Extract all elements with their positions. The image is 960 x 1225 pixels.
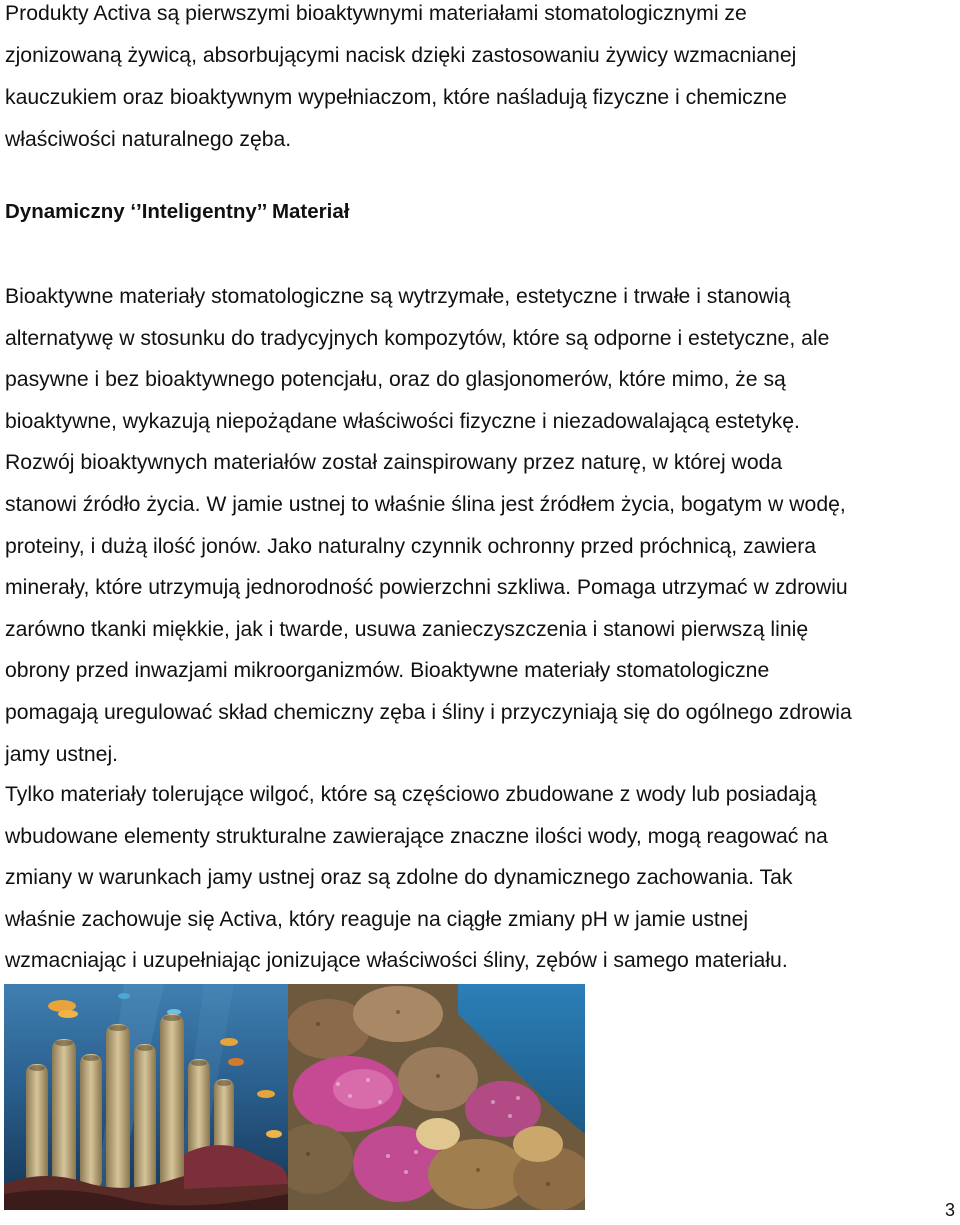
text-line: zmiany w warunkach jamy ustnej oraz są zdolne do dynamicznego zachowania. Tak: [5, 866, 793, 890]
text-line: zarówno tkanki miękkie, jak i twarde, usuwa zanieczyszczenia i stanowi pierwszą linię: [5, 617, 809, 641]
text-line: Bioaktywne materiały stomatologiczne są wytrzymałe, estetyczne i trwałe i stanowią: [5, 285, 791, 308]
sponge-reef-photo: [4, 984, 288, 1210]
intro-paragraph: [5, 0, 796, 161]
text-line: właśnie zachowuje się Activa, który reaguje na ciągłe zmiany pH w jamie ustnej: [5, 907, 749, 931]
body-paragraph-bioactive: [5, 276, 852, 775]
text-line: Rozwój bioaktywnych materiałów został zainspirowany przez naturę, w której woda: [5, 451, 783, 475]
text-line: stanowi źródło życia. W jamie ustnej to właśnie ślina jest źródłem życia, bogatym w wodę,: [5, 492, 846, 516]
text-line: jamy ustnej.: [5, 742, 119, 766]
text-line: wzmacniając i uzupełniając jonizujące właściwości śliny, zębów i samego materiału.: [5, 949, 788, 973]
text-line: zjonizowaną żywicą, absorbującymi nacisk dzięki zastosowaniu żywicy wzmacnianej: [5, 44, 797, 67]
section-heading: Dynamiczny ‘’Inteligentny’’ Materiał: [5, 200, 350, 223]
text-line: minerały, które utrzymują jednorodność powierzchni szkliwa. Pomaga utrzymać w zdrowiu: [5, 576, 848, 600]
text-line: bioaktywne, wykazują niepożądane właściwości fizyczne i niezadowalającą estetykę.: [5, 409, 800, 433]
coral-reef-photo: [288, 984, 585, 1210]
text-line: obrony przed inwazjami mikroorganizmów. Bioaktywne materiały stomatologiczne: [5, 659, 770, 683]
body-paragraph-moisture: [5, 774, 828, 982]
text-line: alternatywę w stosunku do tradycyjnych kompozytów, które są odporne i estetyczne, ale: [5, 326, 830, 350]
text-line: Tylko materiały tolerujące wilgoć, które są częściowo zbudowane z wody lub posiadają: [5, 783, 817, 806]
text-line: wbudowane elementy strukturalne zawierające znaczne ilości wody, mogą reagować na: [5, 824, 828, 848]
page-number: 3: [944, 1200, 955, 1220]
text-line: pasywne i bez bioaktywnego potencjału, oraz do glasjonomerów, które mimo, że są: [5, 368, 786, 392]
text-line: kauczukiem oraz bioaktywnym wypełniaczom, które naśladują fizyczne i chemiczne: [5, 86, 787, 109]
text-line: pomagają uregulować skład chemiczny zęba i śliny i przyczyniają się do ogólnego zdrowia: [5, 700, 852, 724]
text-line: proteiny, i dużą ilość jonów. Jako naturalny czynnik ochronny przed próchnicą, zawiera: [5, 534, 817, 558]
text-line: Produkty Activa są pierwszymi bioaktywnymi materiałami stomatologicznymi ze: [5, 2, 747, 25]
text-line: właściwości naturalnego zęba.: [5, 128, 292, 151]
